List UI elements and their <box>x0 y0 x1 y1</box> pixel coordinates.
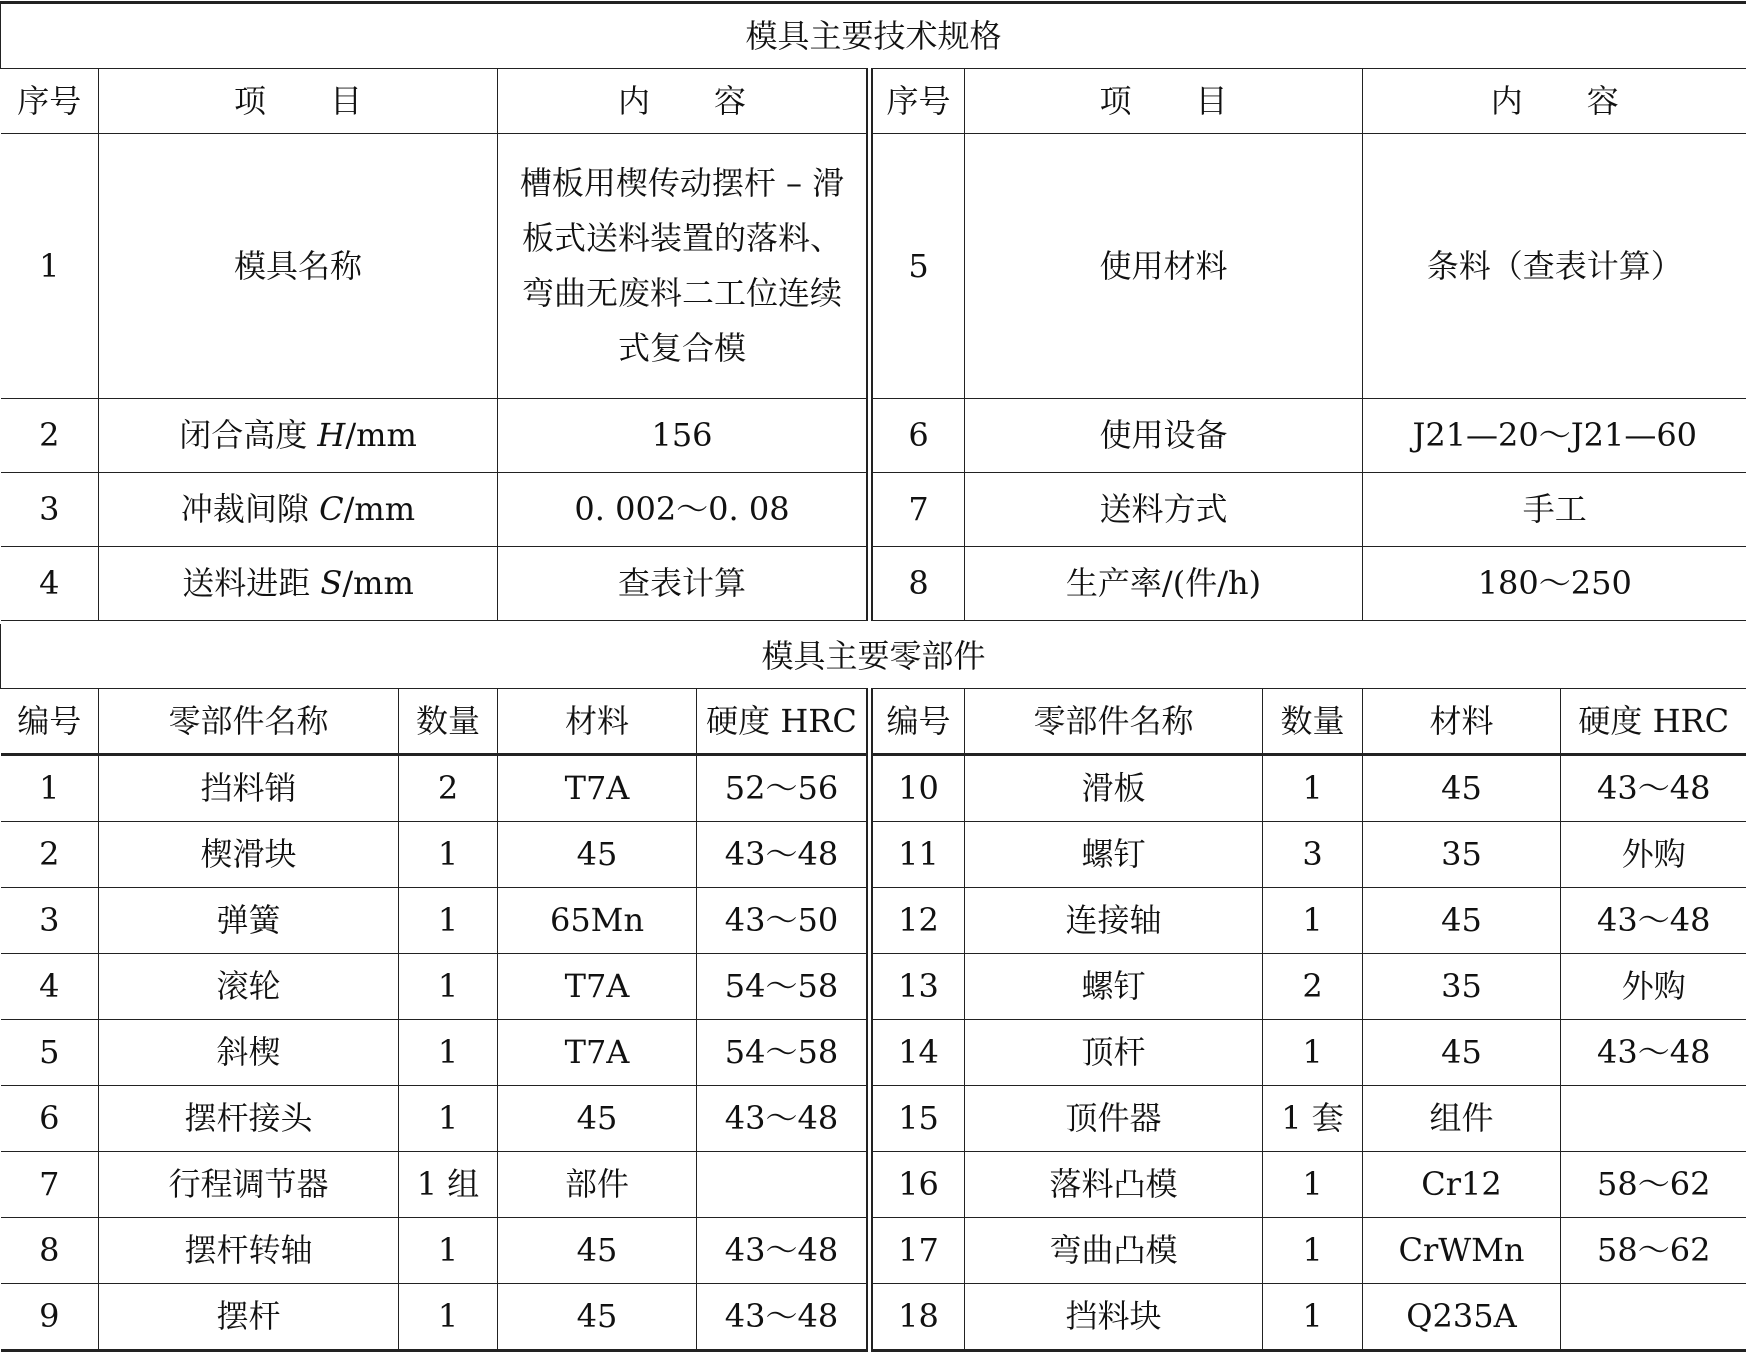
table-row <box>1 1284 1746 1351</box>
table-row <box>1 1020 1746 1086</box>
header-qty-left: 数量 <box>399 689 498 755</box>
spec-no: 7 <box>870 473 965 547</box>
part-no: 6 <box>1 1086 99 1152</box>
part-name: 摆杆 <box>99 1284 399 1351</box>
part-qty: 1 套 <box>1263 1086 1363 1152</box>
spec-item <box>99 399 498 473</box>
part-name: 滑板 <box>965 755 1263 822</box>
part-qty: 1 <box>1263 755 1363 822</box>
spec-item-text: 闭合高度 <box>179 416 318 455</box>
part-material: 部件 <box>498 1152 697 1218</box>
parts-title-row <box>1 624 1746 689</box>
header-hardness-left: 硬度 HRC <box>697 689 870 755</box>
part-name: 螺钉 <box>965 822 1263 888</box>
spec-item-symbol: C <box>319 490 344 529</box>
header-item-right: 项 目 <box>965 69 1363 134</box>
part-hardness: 外购 <box>1561 822 1746 888</box>
part-hardness: 58～62 <box>1561 1218 1746 1284</box>
part-hardness: 54～58 <box>697 954 870 1020</box>
spec-no: 5 <box>870 134 965 399</box>
part-no: 8 <box>1 1218 99 1284</box>
spec-item: 使用材料 <box>965 134 1363 399</box>
spec-content: 180～250 <box>1363 547 1746 621</box>
part-no: 1 <box>1 755 99 822</box>
part-material: 组件 <box>1363 1086 1561 1152</box>
part-material: 45 <box>1363 888 1561 954</box>
part-no: 11 <box>870 822 965 888</box>
spec-item-text: 送料进距 <box>182 564 321 603</box>
spec-content: J21—20～J21—60 <box>1363 399 1746 473</box>
part-name: 连接轴 <box>965 888 1263 954</box>
part-no: 4 <box>1 954 99 1020</box>
part-no: 5 <box>1 1020 99 1086</box>
part-hardness: 43～48 <box>697 1218 870 1284</box>
part-hardness: 58～62 <box>1561 1152 1746 1218</box>
part-material: 65Mn <box>498 888 697 954</box>
table-row <box>1 1152 1746 1218</box>
spec-item-symbol: H <box>317 416 346 455</box>
spec-no: 8 <box>870 547 965 621</box>
part-qty: 1 <box>1263 888 1363 954</box>
part-no: 9 <box>1 1284 99 1351</box>
spec-content: 槽板用楔传动摆杆 – 滑板式送料装置的落料、弯曲无废料二工位连续式复合模 <box>498 134 870 399</box>
part-hardness: 43～48 <box>1561 755 1746 822</box>
header-hardness-right: 硬度 HRC <box>1561 689 1746 755</box>
table-row <box>1 1218 1746 1284</box>
spec-row <box>1 473 1746 547</box>
spec-no: 4 <box>1 547 99 621</box>
part-qty: 1 <box>399 888 498 954</box>
part-no: 18 <box>870 1284 965 1351</box>
part-no: 17 <box>870 1218 965 1284</box>
parts-table <box>0 624 1746 1352</box>
part-name: 滚轮 <box>99 954 399 1020</box>
part-material: 35 <box>1363 954 1561 1020</box>
part-no: 14 <box>870 1020 965 1086</box>
spec-title-row <box>1 3 1746 69</box>
part-material: T7A <box>498 954 697 1020</box>
part-material: CrWMn <box>1363 1218 1561 1284</box>
header-qty-right: 数量 <box>1263 689 1363 755</box>
spec-item-unit: /mm <box>342 564 414 603</box>
part-hardness: 43～48 <box>1561 888 1746 954</box>
part-qty: 1 <box>399 954 498 1020</box>
spec-item: 生产率/(件/h) <box>965 547 1363 621</box>
part-no: 15 <box>870 1086 965 1152</box>
part-qty: 1 组 <box>399 1152 498 1218</box>
part-no: 2 <box>1 822 99 888</box>
part-qty: 1 <box>399 822 498 888</box>
spec-content: 手工 <box>1363 473 1746 547</box>
part-name: 行程调节器 <box>99 1152 399 1218</box>
part-no: 7 <box>1 1152 99 1218</box>
part-qty: 2 <box>399 755 498 822</box>
header-content-left: 内 容 <box>498 69 870 134</box>
spec-no: 1 <box>1 134 99 399</box>
table-row <box>1 888 1746 954</box>
part-name: 摆杆转轴 <box>99 1218 399 1284</box>
header-content-right: 内 容 <box>1363 69 1746 134</box>
part-hardness: 43～48 <box>697 1086 870 1152</box>
spec-no: 2 <box>1 399 99 473</box>
spec-item-unit: /mm <box>345 416 417 455</box>
spec-item <box>99 473 498 547</box>
header-no-left: 序号 <box>1 69 99 134</box>
part-no: 13 <box>870 954 965 1020</box>
header-name-left: 零部件名称 <box>99 689 399 755</box>
table-row <box>1 755 1746 822</box>
part-material: 45 <box>498 1284 697 1351</box>
parts-header-row <box>1 689 1746 755</box>
spec-content: 查表计算 <box>498 547 870 621</box>
part-qty: 2 <box>1263 954 1363 1020</box>
spec-item-unit: /mm <box>343 490 416 529</box>
spec-content: 条料（查表计算） <box>1363 134 1746 399</box>
spec-table-title: 模具主要技术规格 <box>1 3 1746 69</box>
header-no-right: 编号 <box>870 689 965 755</box>
part-qty: 3 <box>1263 822 1363 888</box>
part-qty: 1 <box>399 1086 498 1152</box>
spec-no: 6 <box>870 399 965 473</box>
part-material: 45 <box>1363 755 1561 822</box>
part-hardness: 外购 <box>1561 954 1746 1020</box>
spec-header-row <box>1 69 1746 134</box>
part-qty: 1 <box>1263 1020 1363 1086</box>
part-no: 10 <box>870 755 965 822</box>
spec-item: 模具名称 <box>99 134 498 399</box>
part-name: 斜楔 <box>99 1020 399 1086</box>
part-material: 45 <box>498 1218 697 1284</box>
spec-item-text: 冲裁间隙 <box>180 490 320 529</box>
header-name-right: 零部件名称 <box>965 689 1263 755</box>
tech-spec-table <box>0 1 1746 621</box>
header-no-left: 编号 <box>1 689 99 755</box>
spec-item: 送料方式 <box>965 473 1363 547</box>
part-name: 楔滑块 <box>99 822 399 888</box>
part-material: 35 <box>1363 822 1561 888</box>
part-name: 挡料销 <box>99 755 399 822</box>
spec-item <box>99 547 498 621</box>
part-hardness: 43～50 <box>697 888 870 954</box>
part-hardness: 43～48 <box>697 1284 870 1351</box>
spec-row <box>1 547 1746 621</box>
part-hardness: 54～58 <box>697 1020 870 1086</box>
part-hardness: 52～56 <box>697 755 870 822</box>
spec-item: 使用设备 <box>965 399 1363 473</box>
part-name: 螺钉 <box>965 954 1263 1020</box>
header-material-right: 材料 <box>1363 689 1561 755</box>
part-material: 45 <box>498 822 697 888</box>
part-name: 顶杆 <box>965 1020 1263 1086</box>
part-name: 挡料块 <box>965 1284 1263 1351</box>
part-qty: 1 <box>1263 1284 1363 1351</box>
header-item-left: 项 目 <box>99 69 498 134</box>
part-name: 摆杆接头 <box>99 1086 399 1152</box>
header-no-right: 序号 <box>870 69 965 134</box>
header-material-left: 材料 <box>498 689 697 755</box>
part-material: Q235A <box>1363 1284 1561 1351</box>
spec-content: 0. 002～0. 08 <box>498 473 870 547</box>
part-no: 12 <box>870 888 965 954</box>
part-material: T7A <box>498 1020 697 1086</box>
part-material: 45 <box>1363 1020 1561 1086</box>
table-row <box>1 1086 1746 1152</box>
part-hardness <box>697 1152 870 1218</box>
parts-table-title: 模具主要零部件 <box>1 624 1746 689</box>
part-name: 落料凸模 <box>965 1152 1263 1218</box>
spec-row <box>1 134 1746 399</box>
table-row <box>1 954 1746 1020</box>
part-qty: 1 <box>1263 1218 1363 1284</box>
part-material: T7A <box>498 755 697 822</box>
part-hardness <box>1561 1284 1746 1351</box>
part-material: 45 <box>498 1086 697 1152</box>
spec-content: 156 <box>498 399 870 473</box>
spec-no: 3 <box>1 473 99 547</box>
parts-body <box>1 755 1746 1351</box>
spec-row <box>1 399 1746 473</box>
part-hardness: 43～48 <box>1561 1020 1746 1086</box>
table-row <box>1 822 1746 888</box>
spec-item-symbol: S <box>320 564 343 603</box>
part-no: 16 <box>870 1152 965 1218</box>
part-qty: 1 <box>1263 1152 1363 1218</box>
part-name: 弯曲凸模 <box>965 1218 1263 1284</box>
part-material: Cr12 <box>1363 1152 1561 1218</box>
part-qty: 1 <box>399 1218 498 1284</box>
part-qty: 1 <box>399 1020 498 1086</box>
part-hardness <box>1561 1086 1746 1152</box>
part-name: 弹簧 <box>99 888 399 954</box>
part-name: 顶件器 <box>965 1086 1263 1152</box>
part-qty: 1 <box>399 1284 498 1351</box>
part-hardness: 43～48 <box>697 822 870 888</box>
part-no: 3 <box>1 888 99 954</box>
